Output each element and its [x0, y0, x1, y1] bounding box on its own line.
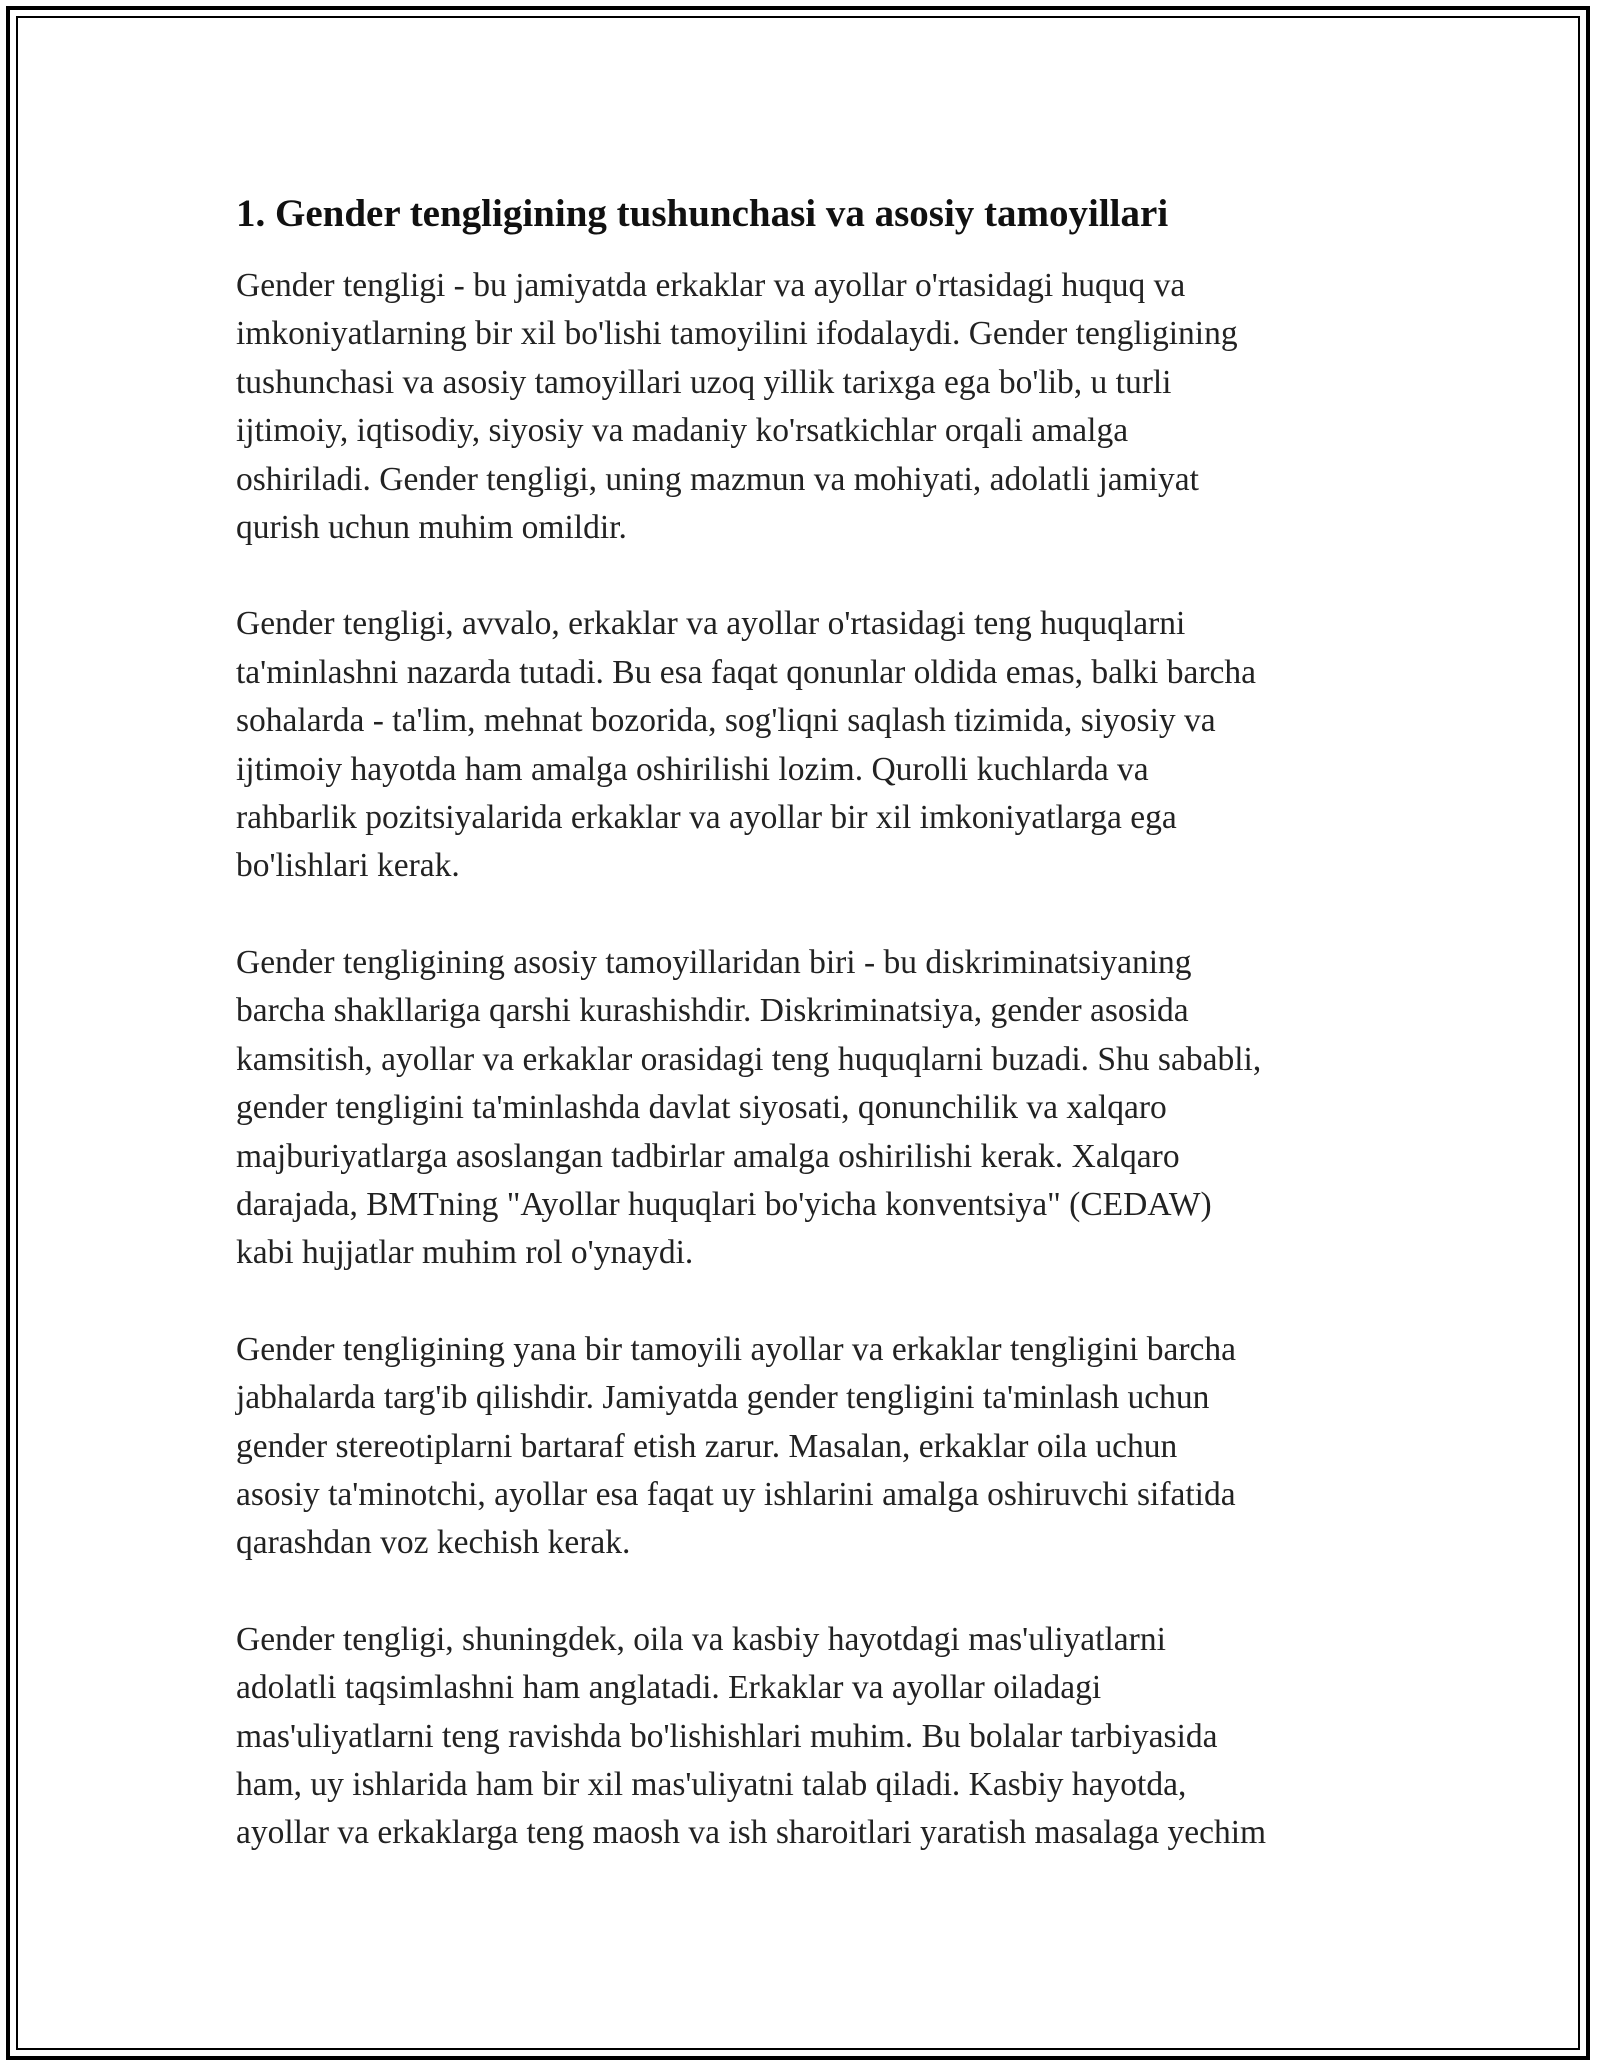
paragraph-4: Gender tengligining yana bir tamoyili ayollar va erkaklar tengligini barcha jabhalarda targ'ib qilishdir. Jamiyatda gender tengligini ta'minlash uchun gender stereotiplarni bartaraf etish zarur. Masalan, erkaklar oila uchun asosiy ta'minotchi, ayollar esa faqat uy ishlarini amalga oshiruvchi sifatida qarashdan voz kechish kerak.: [236, 1330, 1236, 1562]
paragraph-5: Gender tengligi, shuningdek, oila va kasbiy hayotdagi mas'uliyatlarni adolatli taqsimlashni ham anglatadi. Erkaklar va ayollar oiladagi mas'uliyatlarni teng ravishda bo'lishishlari muhim. Bu bolalar tarbiyasida ham, uy ishlarida ham bir xil mas'uliyatni talab qiladi. Kasbiy hayotda, ayollar va erkaklarga teng maosh va ish sharoitlari yaratish masalaga yechim: [236, 1620, 1267, 1852]
section-heading: 1. Gender tengligining tushunchasi va asosiy tamoyillari: [236, 192, 1169, 235]
paragraph-3: Gender tengligining asosiy tamoyillaridan biri - bu diskriminatsiyaning barcha shakllariga qarshi kurashishdir. Diskriminatsiya, gender asosida kamsitish, ayollar va erkaklar orasidagi teng huquqlarni buzadi. Shu sababli, gender tengligini ta'minlashda davlat siyosati, qonunchilik va xalqaro majburiyatlarga asoslangan tadbirlar amalga oshirilishi kerak. Xalqaro darajada, BMTning "Ayollar huquqlari bo'yicha konventsiya" (CEDAW) kabi hujjatlar muhim rol o'ynaydi.: [236, 943, 1262, 1272]
paragraph-2: Gender tengligi, avvalo, erkaklar va ayollar o'rtasidagi teng huquqlarni ta'minlashni nazarda tutadi. Bu esa faqat qonunlar oldida emas, balki barcha sohalarda - ta'lim, mehnat bozorida, sog'liqni saqlash tizimida, siyosiy va ijtimoiy hayotda ham amalga oshirilishi lozim. Qurolli kuchlarda va rahbarlik pozitsiyalarida erkaklar va ayollar bir xil imkoniyatlarga ega bo'lishlari kerak.: [236, 605, 1256, 885]
paragraph-1: Gender tengligi - bu jamiyatda erkaklar va ayollar o'rtasidagi huquq va imkoniyatlarning bir xil bo'lishi tamoyilini ifodalaydi. Gender tengligining tushunchasi va asosiy tamoyillari uzoq yillik tarixga ega bo'lib, u turli ijtimoiy, iqtisodiy, siyosiy va madaniy ko'rsatkichlar orqali amalga oshiriladi. Gender tengligi, uning mazmun va mohiyati, adolatli jamiyat qurish uchun muhim omildir.: [236, 267, 1238, 547]
document-body: [236, 186, 1376, 1906]
